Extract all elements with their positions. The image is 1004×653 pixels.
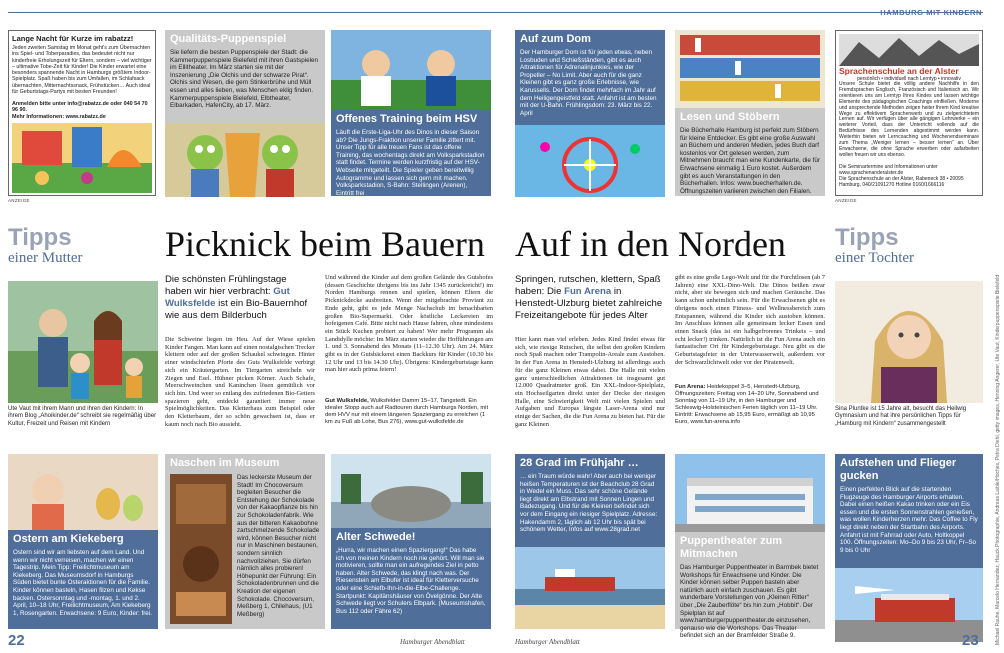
box-puppenspiel [165, 30, 325, 196]
box-28grad-photo [515, 547, 665, 629]
lead-norden [515, 274, 665, 334]
ad-rabatzz-photo [12, 123, 152, 193]
box-hsv-photo [331, 30, 491, 110]
box-flieger [835, 454, 983, 629]
box-puppentheater [675, 454, 825, 640]
headline-picknick: Picknick beim Bauern [165, 224, 485, 264]
headline-norden: Auf in den Norden [515, 224, 786, 264]
box-kiekeberg [8, 454, 158, 629]
ad-label-right: ANZEIGE [835, 198, 857, 203]
box-chocoversum-text: Das leckerste Museum der Stadt! Im Chocoversum begleiten Besucher die Entstehung der Schokolade von der Kakaopflanze bis hin zur Schokoladenfabrik. Wie aus der bitteren Kakaobohne zartschmelzende Schokolade wird, können Besucher nicht nur in Maschinen bestaunen, sondern sinnlich nachvollziehen. Sie dürfen nämlich alles probieren! Höhepunkt der Führung: Ein Schokoladenbrunnen und die Kreation der eigenen Schokolade. Chocoversum, Meßberg 1, Chilehaus, (U1 Meßberg) [237, 474, 320, 618]
ad-sprachenschule-text: Unsere Schule bietet die völlig andere Nachhilfe in den Fremdsprachen Englisch, Französisch und Italienisch an. Wir orientieren uns am Lerntyp Ihres Kindes und lassen wichtige Elemente des pädagogischen Coachings einfließen. Moderne und ansprechende Methoden zeigen heiter Ihrem Kind kreative Wege zu effektivem Sprachenwerb und zu zielgerichtetem Lernen auf. Wir verfügen über alle gängigen Lehrwerke – ein weiterer Vorteil, dass der Unterricht vollends auf die Bedürfnisse des Lernenden abgestimmt werden kann. Weiterhin bieten wir Lerncoaching und Wochenendseminare zum Thema „Weniger lernen – besser lernen“ an. Über Erwachsene, die ohne Sprache erwerben oder aufarbeiten wollen freuen wir uns ebenso. [839, 81, 979, 158]
tipps-mutter-title: Tipps [8, 224, 72, 251]
footer-brand-left: Hamburger Abendblatt [400, 638, 465, 646]
box-puppenspiel-title: Qualitäts-Puppenspiel [170, 33, 287, 45]
info-picknick-bold: Gut Wulksfelde, [325, 398, 369, 404]
section-header [790, 2, 982, 12]
mutter-caption: Ute Vaut mit ihrem Mann und ihren den Kindern: In ihrem Blog „Ahoikinder.de“ schreibt sie regelmäßig über Kultur, Freizeit und Reisen mit Kindern [8, 406, 157, 427]
ad-sprachenschule-title: Sprachenschule an der Alster [839, 66, 959, 76]
box-lesen [675, 30, 825, 196]
ad-rabatzz-text: Jeden zweiten Samstag im Monat geht's zum Übernachten ins Spiel- und Toberparadies, das bedeutet nicht nur kinderfreie Erholungszeit für Eltern, sondern – viel wichtiger – ultimative Tobe-Zeit für Kinder! Die Kinder erwartet eine besonders spannende Nacht in Hamburgs größtem Indoor-Spielplatz. Spaß haben bis zum Umfallen, im Schlafsack übernachten, Mitternachtssnack, Frühstücken… Auch ideal für Geburtstags-Partys mit besten Freunden! [12, 45, 152, 96]
tipps-tochter-header [835, 226, 985, 267]
article-picknick-col1: Die Schweine liegen im Heu. Auf der Wiese spielen Kinder Fangen. Man kann auf einen nostalgischen Trecker klettern oder auf der großen Schaukel schwingen. Hinter einer windschiefen Pforte des Guts Wulksfelde verbirgt sich ein Kräutergarten. Im Tiergarten streicheln wir Ziegen und Esel. Hühner picken Körner. Auch Schafe, Meerschweinchen und Kaninchen lösen gemütlich vor sich hin. Und weer so entlang des zufriedenen Bio-Getiers spazieren geht, entdeckt garantiert immer neue Spielmöglichkeiten. Das Kletterhaus zum Beispiel oder den Kletterbaum, der so schön gewachsen ist, dass er kaum noch nach Bio aussieht. [165, 336, 315, 428]
box-chocoversum [165, 454, 325, 629]
info-picknick-text: Wulksfelder Damm 15–17, Tangstedt. Ein ideaIer Stopp auch auf Radtouren durch Hamburgs Norden, mit dem HVV nur mit einem längeren Spaziergang zu erreichen (1 km zu Fuß ab Lohe, Bus 276), www.gut-wulksfelde.de [325, 398, 489, 425]
box-28grad-title: 28 Grad im Frühjahr … [520, 457, 639, 469]
box-alter-schwede-photo [331, 454, 491, 528]
ad-rabatzz-contact: Anmelden bitte unter info@rabatzz.de oder 040 54 70 96 90. [12, 101, 148, 114]
box-puppenspiel-text: Sie liefern die besten Puppenspiele der Stadt: die Kammerpuppenspiele Bielefeld mit ihren Gastspielen im Ellitheater. Im März starten sie mit der Inszenierung „Die Olchis und der schwarze Pirat“. Olchis sind Wesen, die gern Stinkerbrühe und Müll essen und alles lieben, was Menschen eklig finden. Kammerpuppenspiele Bielefeld, Elbtheater, Elbarkaden, HafenCity, ab 17. März. [170, 49, 319, 110]
article-norden-col2: gibt es eine große Lego-Welt und für die Furchtlosen (ab 7 Jahren) eine XXL-Dino-Welt. Die Dinos beißen zwar nicht, aber sie bewegen sich und machen Geräusche. Das kann schon unheimlich sein. Für die Erwachsenen gibt es übrigens noch einen Fitness- und Wellnessbereich zum Entspannen, während die Kinder sich austoben können. Im Anschluss können alle gemeinsam lecker Essen und einen Snack (das ist ein halbgefrorenes Trinkeis – und echt lecker!) trinken. Natürlich ist die Fun Arena auch ein fantastischer Ort für Kindergeburtstage. Neu gibt es die Geburtstagsfeier in der Unterwasserwelt, außerdem vor der Schwarzlichtwelt oder vor der Piratenwelt. [675, 274, 825, 366]
ad-rabatzz-more: Mehr Informationen: www.rabatzz.de [12, 113, 106, 120]
info-norden [675, 384, 825, 438]
box-chocoversum-photo [170, 474, 232, 624]
box-alter-schwede-text: „Hurra, wir machen einen Spaziergang!“ Das habe ich von meinen Kindern noch nie gehört. Will man sie motivieren, sollte man ein aufregendes Ziel in petto haben. Alter Schwede, das klingt nach was. Der Riesenstein am Elbufer ist ideal für Kletterversuche oder eine Schiefb-Ihn-in-die-Elbe-Challenge. Startpunkt: Kapitänshäuser von Övelgönne. Der Alte Schwede liegt vor Schulers Elbpark. (Museumshafen, Bus 112 oder Fähre 62) [336, 547, 486, 615]
box-hsv-text: Läuft die Erste-Liga-Uhr des Dinos in dieser Saison ab? Die Jungs-Fraktion unserer Familie zittert mit. Unser Tipp für alle treuen Fans ist das offene Training, das wochentags direkt am Volksparkstadion statt findet. Termine werden kurzfristig auf der HSV-Webseite mitgeteilt. Die Spieler geben bereitwillig Autogramme und lassen sich gern mit machen. Volksparkstadion, S-Bahn: Stellingen (Arenen), Eintritt frei [336, 129, 485, 197]
tipps-tochter-title: Tipps [835, 224, 899, 251]
box-28grad [515, 454, 665, 629]
tochter-photo [835, 281, 983, 403]
box-lesen-title: Lesen und Stöbern [680, 111, 780, 123]
box-puppenspiel-photo [165, 123, 325, 197]
box-flieger-photo [835, 568, 983, 642]
photo-credits [986, 5, 1001, 645]
lead-picknick [165, 274, 315, 340]
box-kiekeberg-photo [8, 454, 158, 530]
ad-rabatzz [8, 30, 156, 196]
box-kiekeberg-text: Ostern sind wir am liebsten auf dem Land. Und wenn wir nicht verreisen, machen wir einen Tagestrip. Mein Tipp: Freilichtmuseum am Kiekeberg. Das Museumsdorf in Hamburgs Süden bietet bunte Osteraktionen für die Familie. Kinder können basteln, Hasen filzen und Kekse backen. Ostersonntag und -montag, 1. und 2. April, 10–18 Uhr, Freilichtmuseum, Am Kiekeberg 1, Rosengarten. Erwachsene: 9 Euro, Kinder: frei. [13, 549, 152, 617]
footer-brand-right: Hamburger Abendblatt [515, 638, 580, 646]
tipps-mutter-sub: einer Mutter [8, 250, 83, 266]
header-rule [8, 12, 983, 13]
lead-norden-highlight: Fun Arena [564, 286, 612, 297]
box-lesen-text: Die Bücherhalle Hamburg ist perfekt zum Stöbern für kleine Entdecker. Es gibt eine große Auswahl an Büchern und anderen Medien, jedes Buch darf kostenlos vor Ort gelesen werden, zum Mitnehmen braucht man eine Kundenkarte, die für Erwachsene einmalig 1 Euro kostet. Außerdem gibt es auch Veranstaltungen in den Bücherhallen. Infos: www.buecherhallen.de. Öffnungszeiten variieren zwischen den Filialen. [680, 127, 821, 195]
info-picknick [325, 398, 493, 438]
lead-picknick-pre: Die schönsten Frühlingstage haben wir hier verbracht: [165, 274, 287, 297]
page-number-right: 23 [962, 632, 979, 649]
box-puppentheater-title: Puppentheater zum Mitmachen [680, 535, 783, 560]
lead-picknick-post: ist ein Bio-Bauernhof wie aus dem Bilderbuch [165, 298, 308, 321]
box-flieger-text: Einen perfekten Blick auf die startenden Flugzeuge des Hamburger Airports erhalten. Dabei einen heißen Kakao trinken oder ein Eis essen und die ersten Sonnenstrahlen genießen, was wollen Kinderherzen mehr. Das Coffee to Fly liegt direkt neben der Startbahn des Airports. Anfahrt ist mit Fahrrad oder Auto, Holtkoppel 100. Öffnungszeiten: Mo–Do 9 bis 23 Uhr, Fr–So 9 bis 0 Uhr [840, 486, 978, 554]
box-dom-photo [515, 125, 665, 197]
box-dom-title: Auf zum Dom [520, 33, 591, 45]
article-norden-col1: Hier kann man viel erleben. Jedes Kind findet etwas für sich, wie riesige Rutschen, die selbst den großen Kindern noch Spaß machen oder Trampolin-Areale zum Austoben. In der Fun Arena in Henstedt-Ulzburg ist allerdings auch für die ganz Kleinen etwas dabei. Die Halle mit vielen ganz unterschiedlichen Attraktionen ist insgesamt gut 12.000 Quadratmeter groß. Ein XXL-Indoor-Spielplatz, ein Hochseilgarten direkt unter der Decke der riesigen Halle, eine Schwierigkeit Welt mit vielen Spielen und Aufgaben und Europas längste Laser-Arena sind nur einige der Sachen, die die Fun Arena zu bieten hat. Für die ganz Kleinen [515, 336, 665, 428]
info-norden-bold: Fun Arena: [675, 384, 706, 390]
box-puppentheater-photo [675, 454, 825, 532]
ad-label-left: ANZEIGE [8, 198, 30, 203]
box-alter-schwede-title: Alter Schwede! [336, 531, 416, 543]
box-kiekeberg-title: Ostern am Kiekeberg [13, 533, 124, 545]
lead-picknick-highlight: Gut Wulksfelde [165, 286, 290, 309]
box-puppentheater-text: Das Hamburger Puppentheater in Barmbek bietet Workshops für Erwachsene und Kinder. Die Kinder können selber Puppen basteln aber natürlich auch einfach zuschauen. Es gibt wunderbare Vorstellungen von „Kleinen Ritter“ über „Die Zauberflöte“ bis hin zum „Hobbit“. Der Spielplan ist auf www.hamburgerpuppentheater.de einzusehen, genauso wie die Workshops. Das Theater befindet sich an der Bramfelder Straße 9. [680, 564, 819, 640]
box-chocoversum-title: Naschen im Museum [170, 457, 280, 469]
ad-sprachenschule-address: Die Sprachenschule an der Alster, Rabeneck 38 • 20095 Hamburg, 040/21091270 Hotline 0160/1666116 [839, 176, 964, 188]
ad-sprachenschule-photo [839, 34, 979, 66]
tipps-mutter-header [8, 226, 158, 267]
lead-norden-post: in Henstedt-Ulzburg bietet zahlreiche Freizeitangebote für jedes Alter [515, 286, 663, 321]
box-28grad-text: … ein Traum würde wahr! Aber auch bei weniger heißen Temperaturen ist der Beachclub 28 Grad in Wedel ein Muss. Das sehr schöne Gelände liegt direkt am Elbstrand mit Sonnen Lingen und Badezugang. Und für die Kleinen befindet sich vor dem Eingang ein riesiger Spielplatz. Adresse: Hakendamm 2, täglich ab 12 Uhr bis spät bei schönem Wetter, Infos auf www.28grad.net [520, 473, 658, 534]
page-number-left: 22 [8, 632, 25, 649]
mutter-photo [8, 281, 158, 403]
info-norden-text: Heidekoppel 3–5, Henstedt-Ulzburg, Öffnungszeiten: Freitag von 14–20 Uhr, Sonnabend und Sonntag von 11–19 Uhr, in den Hamburger und Schleswig-Holsteinischen Ferien täglich von 11–19 Uhr. Eintritt: Erwachsene ab 15,95 Euro, ermäßigt ab 10,95 Euro, www.fun-arena.info [675, 384, 819, 425]
box-flieger-title: Aufstehen und Flieger gucken [840, 457, 957, 482]
lead-norden-pre: Springen, rutschen, klettern, Spaß haben: Die [515, 274, 661, 297]
tipps-tochter-sub: einer Tochter [835, 250, 915, 266]
ad-sprachenschule [835, 30, 983, 196]
ad-rabatzz-title: Lange Nacht für Kurze im rabatzz! [12, 34, 134, 43]
article-picknick-col2: Und während die Kinder auf dem großen Gelände des Gutshofes (dessen Geschichte übrigens bis ins Jahr 1345 zurückreicht!) im Norden Hamburgs rennen und spielen, können Eltern die Picknickdecke ausbreiten. Wenn der mitgebrachte Proviant zu Ende geht, gibt es jede Menge Nachschub im benachbarten großen Bio-Supermarkt. Oder köstliche Leckereien im hofeigenen Café. Bitte nicht nach Hause fahren, ohne mindestens ein Stück Kuchen probiert zu haben! Wer mehr Programm als Landidylle möchte: Im März starten wieder die Hofführungen am 1. und 3. Sonnabend des Monats (11–12.30 Uhr). Am 24. März gibt es in der Gutsbäckerei einen Backkurs für Kinder (10.30 bis 12 Uhr und 13 bis 14.30 Uhr). Übrigens: Kindergeburtstage kann man hier auch prima feiern! [325, 274, 493, 374]
box-hsv-title: Offenes Training beim HSV [336, 113, 478, 125]
box-lesen-photo [675, 30, 825, 108]
box-dom [515, 30, 665, 196]
photo-credits-text: Michael Rauhe, Marcelo Hernandez, Hauck Photographie, Andreas Laible/Hoches, Petra Diehl, getty images, Henning Angerer, Ute Vaut, Kinderpuppenspiele Bielefeld [995, 274, 1001, 645]
box-dom-text: Der Hamburger Dom ist für jeden etwas, neben Losbuden und Schießständen, gibt es auch Attraktionen für Adrenalinjunkies, wie der Propeller – No Limit. Aber auch für die ganz Kleinen gibt es ganz große Erlebnisse, wie Karussells. Der Dom findet mehrfach im Jahr auf dem Heiligengeistfeld statt. Anfahrt ist am besten mit der U-Bahn. Frühlingsdom: 23. März bis 22. April [520, 49, 657, 117]
ad-sprachenschule-info: Die Seminartermine und Informationen unter www.sprachenanderalster.de [839, 164, 938, 176]
ad-sprachenschule-subtitle: persönlich • individuell nach Lerntyp • innovativ [857, 76, 961, 82]
tochter-caption: Sina Pluntke ist 15 Jahre alt, besucht das Heilwig Gymnasium und hat ihre persönlichen Tipps für „Hamburg mit Kindern“ zusammengestellt [835, 406, 967, 427]
box-alter-schwede [331, 454, 491, 629]
box-hsv [331, 30, 491, 196]
